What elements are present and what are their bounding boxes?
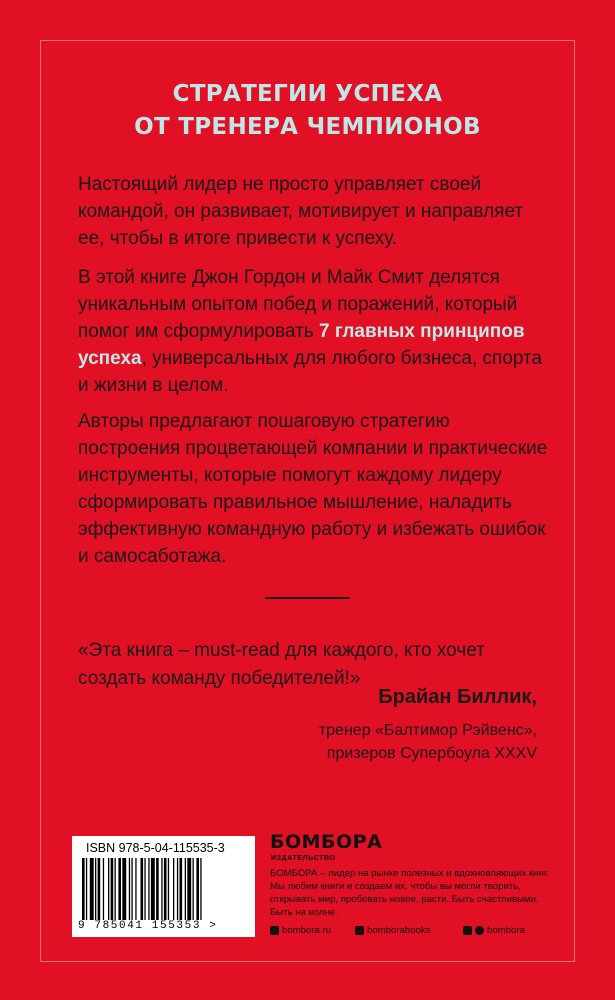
vk-icon — [355, 926, 364, 935]
paragraph-3: Авторы предлагают пошаговую стратегию построения процветающей компании и практические инструменты, которые помогут каждому лидеру сформировать правильное мышление, наладить эффективную командную работу и избежать ошибок и самосаботажа. — [78, 411, 548, 567]
website-text: bombora.ru — [282, 925, 332, 936]
heading-line-1: СТРАТЕГИИ УСПЕХА — [172, 81, 443, 107]
quote-author-role-2: призеров Супербоула XXXV — [326, 745, 537, 762]
paragraph-2-highlight: 7 главных принципов успеха — [78, 321, 525, 369]
publisher-description: БОМБОРА – лидер на рынке полезных и вдохновляющих книг. Мы любим книги и создаем их, чтобы вы могли творить, открывать мир, пробовать новое, расти. Быть счастливыми. Быть на волне. — [270, 868, 549, 918]
barcode-bars — [82, 858, 245, 920]
quote-author: Брайан Биллик, — [378, 686, 537, 708]
vk-link[interactable] — [355, 925, 430, 936]
barcode — [72, 836, 255, 937]
heading-line-2: ОТ ТРЕНЕРА ЧЕМПИОНОВ — [134, 114, 481, 140]
section-divider — [265, 597, 350, 599]
paragraph-1: Настоящий лидер не просто управляет своей командой, он развивает, мотивирует и направляет ее, чтобы в итоге привести к успеху. — [78, 174, 524, 249]
social-links[interactable] — [463, 925, 525, 936]
paragraph-2-start: В этой книге Джон Гордон и Майк Смит делятся уникальным опытом побед и поражений, который помог им сформулировать — [78, 267, 518, 342]
telegram-icon — [475, 926, 484, 935]
publisher-logo: БОМБОРА — [270, 831, 383, 853]
social-text: bombora — [487, 925, 525, 936]
publisher-subtitle: ИЗДАТЕЛЬСТВО — [271, 855, 336, 862]
cover-heading — [0, 78, 615, 144]
vk-text: bomborabooks — [367, 925, 431, 936]
endorsement-quote: «Эта книга – must-read для каждого, кто хочет создать команду победителей!» — [78, 640, 485, 689]
isbn-label: ISBN 978-5-04-115535-3 — [86, 841, 225, 855]
paragraph-2 — [78, 264, 548, 399]
paragraph-2-end: , универсальных для любого бизнеса, спорта и жизни в целом. — [78, 348, 543, 396]
web-icon — [270, 926, 279, 935]
website-link[interactable] — [270, 925, 331, 936]
instagram-icon — [463, 926, 472, 935]
quote-author-role-1: тренер «Балтимор Рэйвенс», — [318, 722, 537, 739]
barcode-digits: 9 785041 155353 > — [78, 920, 218, 932]
